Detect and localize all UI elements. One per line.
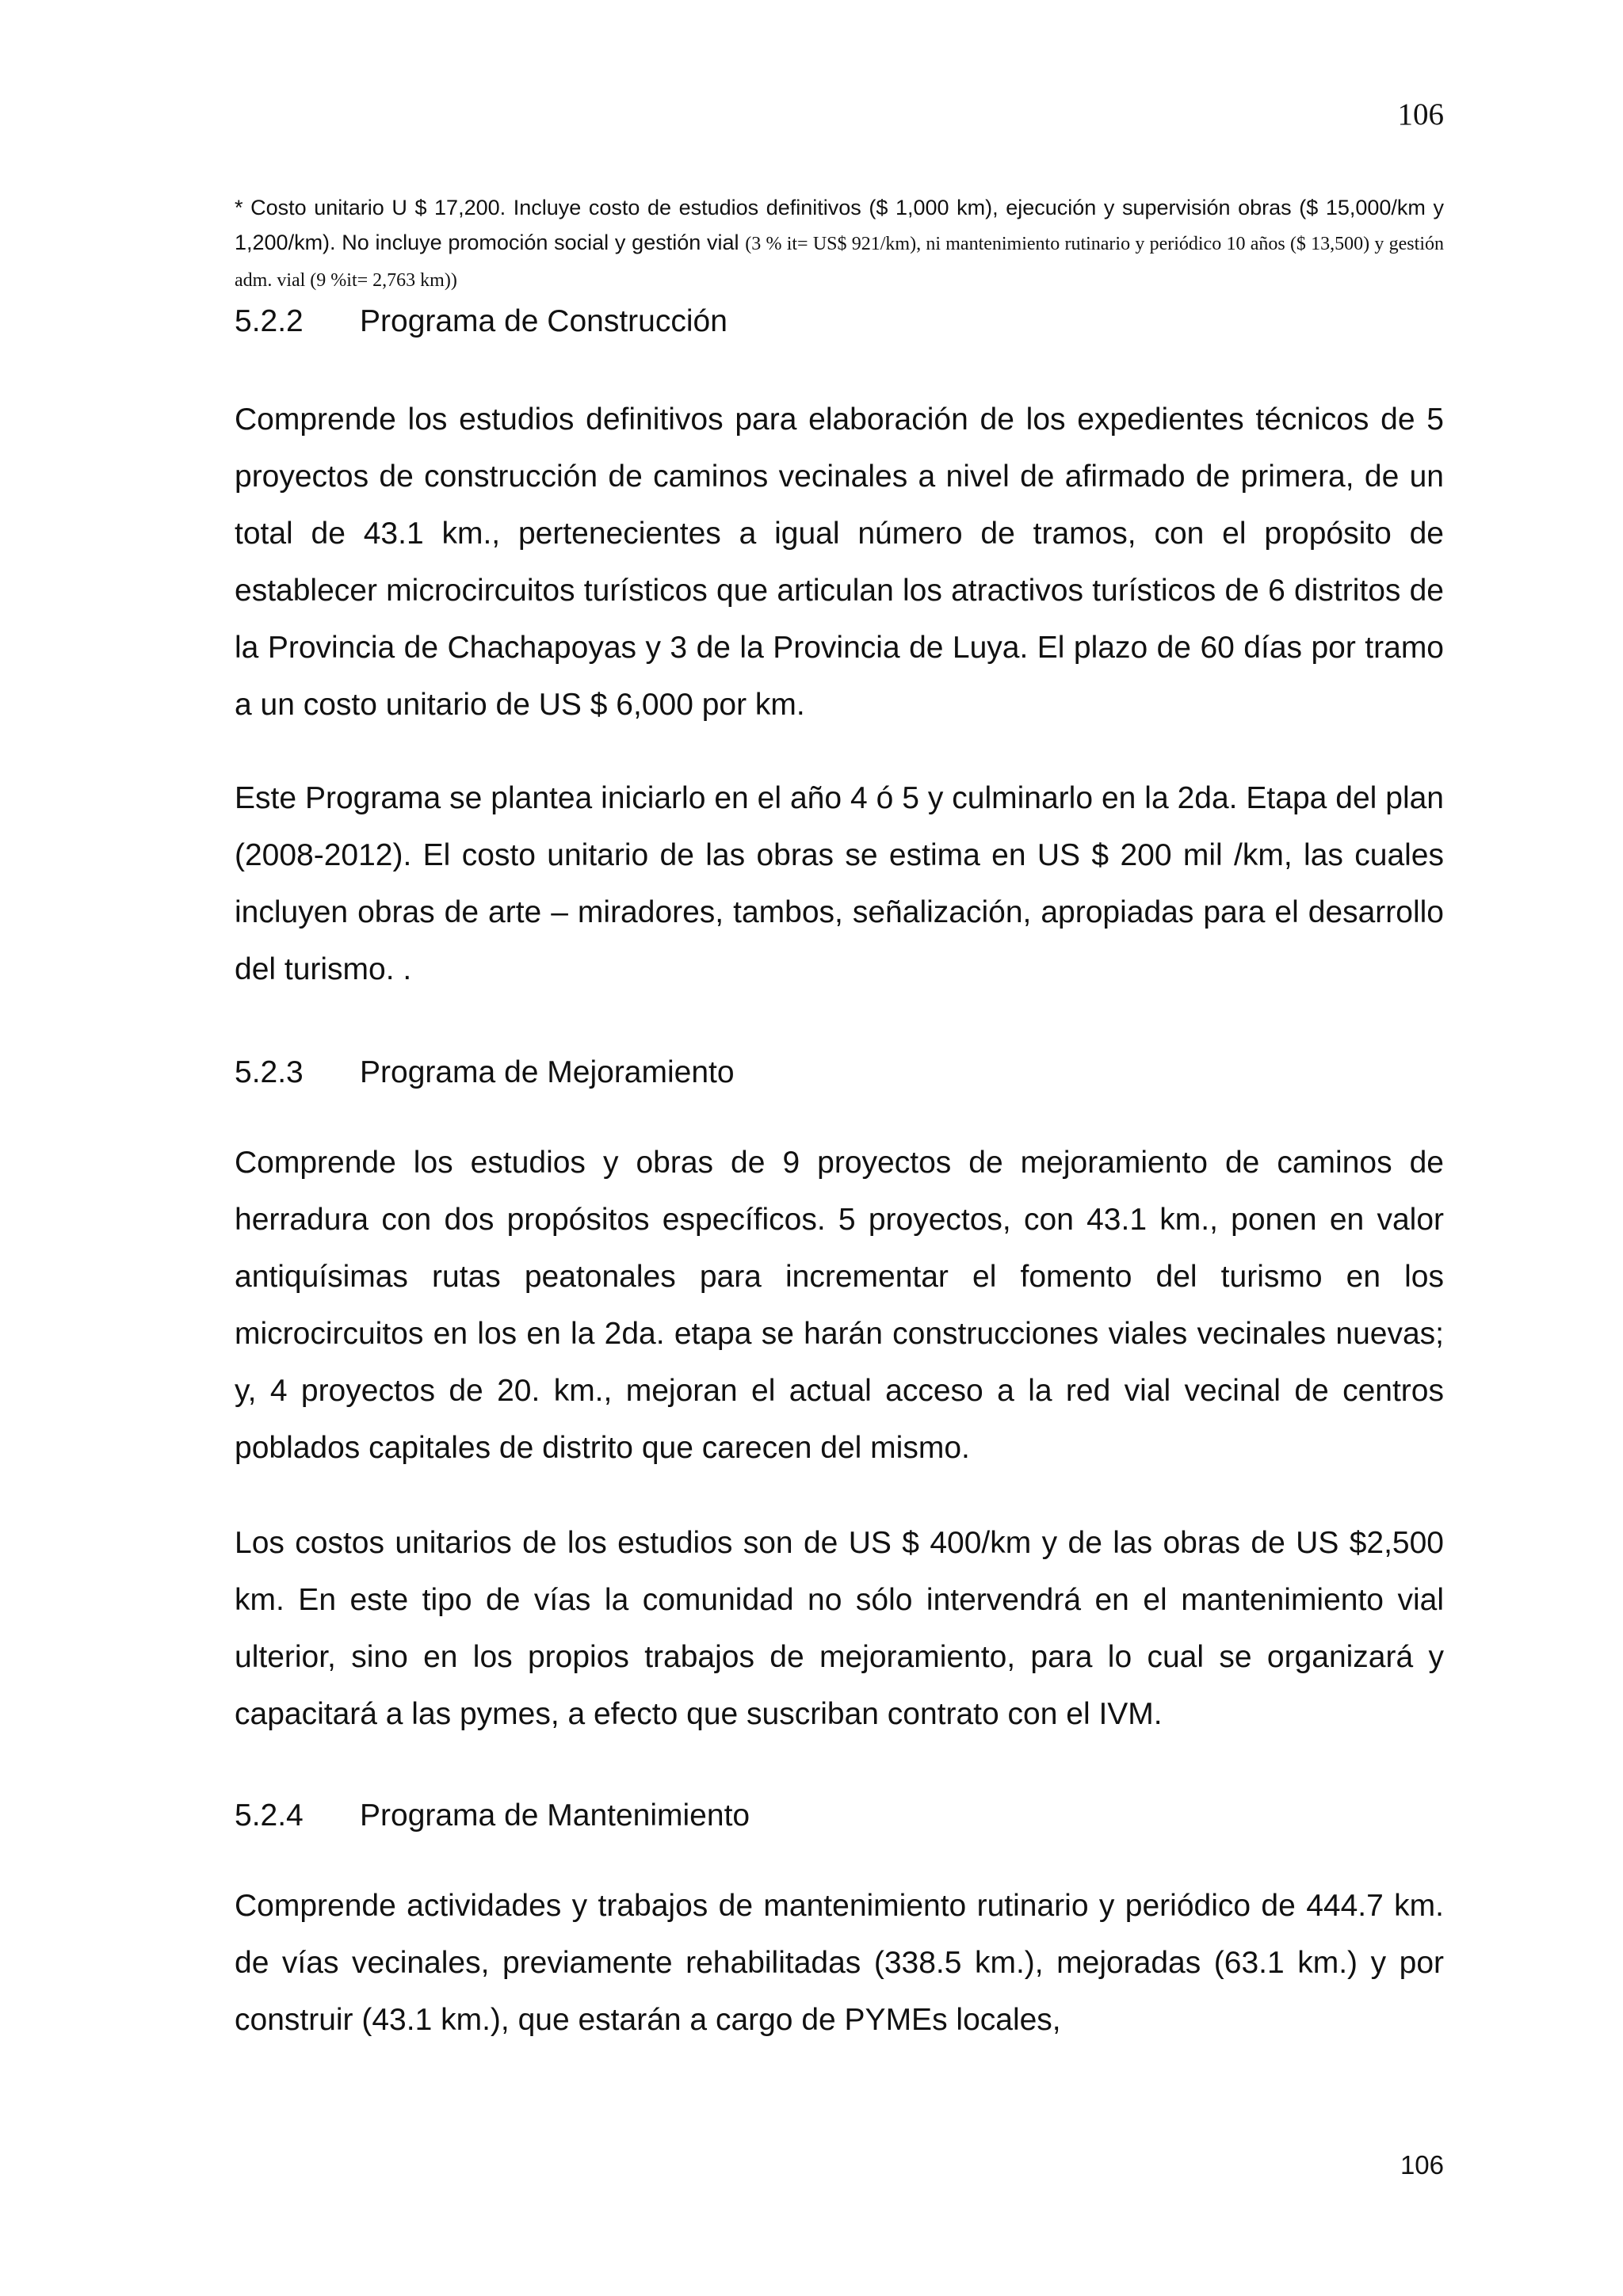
paragraph-mejoramiento-1: Comprende los estudios y obras de 9 proyectos de mejoramiento de caminos de herradura con dos propósitos específicos. 5 proyectos, con 43.1 km., ponen en valor antiquísimas rutas peatonales para incrementar el fomento del turismo en los microcircuitos en los en la 2da. etapa se harán construcciones viales vecinales nuevas; y, 4 proyectos de 20. km., mejoran el actual acceso a la red vial vecinal de centros poblados capitales de distrito que carecen del mismo. (235, 1146, 1444, 1465)
page-number-top: 106 (1397, 97, 1444, 132)
page-number-bottom: 106 (1400, 2150, 1444, 2180)
page-content (235, 190, 1444, 2049)
paragraph-mejoramiento-2: Los costos unitarios de los estudios son de US $ 400/km y de las obras de US $2,500 km. En este tipo de vías la comunidad no sólo intervendrá en el mantenimiento vial ulterior, sino en los propios trabajos de mejoramiento, para lo cual se organizará y capacitará a las pymes, a efecto que suscriban contrato con el IVM. (235, 1526, 1444, 1731)
section-heading-mantenimiento (235, 1794, 1444, 1838)
footnote-sans-text: * Costo unitario U $ 17,200. Incluye costo de estudios definitivos ($ 1,000 km), ejecución y supervisión obras ($ 15,000/km y 1,200/km). No incluye promoción social y gestión vial (235, 196, 1444, 254)
paragraph-mantenimiento-1: Comprende actividades y trabajos de mantenimiento rutinario y periódico de 444.7 km. de vías vecinales, previamente rehabilitadas (338.5 km.), mejoradas (63.1 km.) y por construir (43.1 km.), que estarán a cargo de PYMEs locales, (235, 1889, 1444, 2037)
section-heading-mejoramiento (235, 1051, 1444, 1095)
paragraph-construccion-2: Este Programa se plantea iniciarlo en el año 4 ó 5 y culminarlo en la 2da. Etapa del plan (2008-2012). El costo unitario de las obras se estima en US $ 200 mil /km, las cuales incluyen obras de arte – miradores, tambos, señalización, apropiadas para el desarrollo del turismo. . (235, 781, 1444, 986)
section-title: Programa de Mejoramiento (360, 1055, 735, 1089)
section-number: 5.2.3 (235, 1055, 304, 1089)
cost-footnote (235, 190, 1444, 298)
footnote-serif-text: (3 % it= US$ 921/km), ni mantenimiento rutinario y periódico 10 años ($ 13,500) y gestión adm. vial (9 %it= 2,763 km)) (235, 234, 1444, 291)
section-title: Programa de Construcción (360, 304, 727, 338)
section-number: 5.2.2 (235, 304, 304, 338)
section-number: 5.2.4 (235, 1798, 304, 1833)
section-title: Programa de Mantenimiento (360, 1798, 750, 1833)
paragraph-construccion-1: Comprende los estudios definitivos para elaboración de los expedientes técnicos de 5 proyectos de construcción de caminos vecinales a nivel de afirmado de primera, de un total de 43.1 km., pertenecientes a igual número de tramos, con el propósito de establecer microcircuitos turísticos que articulan los atractivos turísticos de 6 distritos de la Provincia de Chachapoyas y 3 de la Provincia de Luya. El plazo de 60 días por tramo a un costo unitario de US $ 6,000 por km. (235, 402, 1444, 722)
section-heading-construccion (235, 299, 1444, 344)
